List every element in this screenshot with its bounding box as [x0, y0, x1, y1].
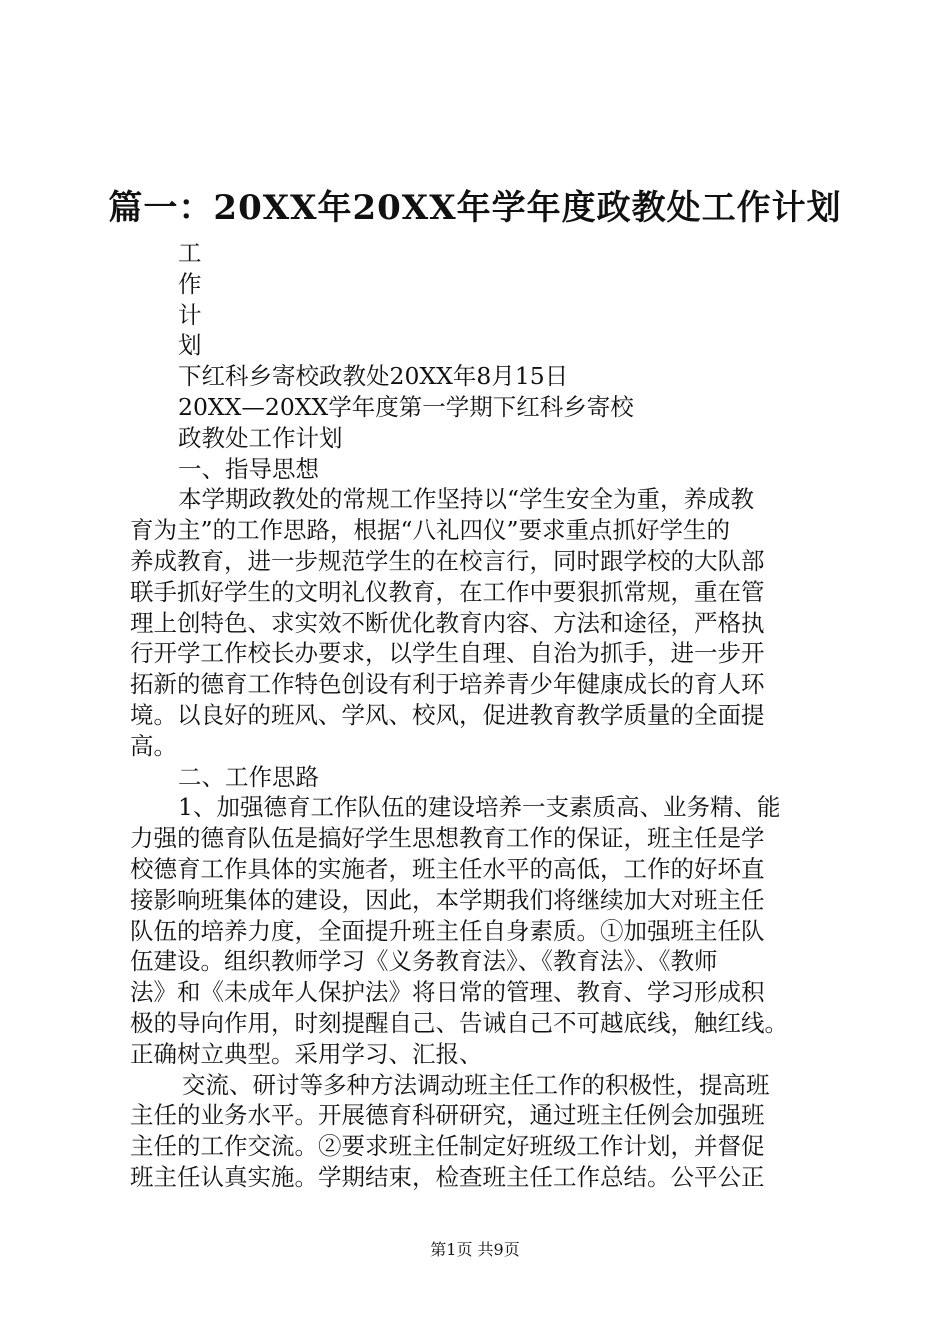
section-heading: 二、工作思路	[178, 762, 319, 791]
paragraph-line: 高。	[130, 731, 177, 760]
paragraph-line: 力强的德育队伍是搞好学生思想教育工作的保证，班主任是学	[130, 824, 765, 853]
paragraph-line: 队伍的培养力度，全面提升班主任自身素质。①加强班主任队	[130, 916, 765, 945]
paragraph-line: 主任的业务水平。开展德育科研研究，通过班主任例会加强班	[130, 1101, 765, 1130]
paragraph-line: 交流、研讨等多种方法调动班主任工作的积极性，提高班	[182, 1070, 770, 1099]
vertical-char: 计	[178, 300, 202, 329]
section-heading: 一、指导思想	[178, 454, 319, 483]
paragraph-line: 联手抓好学生的文明礼仪教育，在工作中要狠抓常规，重在管	[130, 577, 765, 606]
paragraph-line: 接影响班集体的建设，因此，本学期我们将继续加大对班主任	[130, 885, 765, 914]
paragraph-line: 校德育工作具体的实施者，班主任水平的高低，工作的好坏直	[130, 854, 765, 883]
document-body	[130, 238, 840, 1193]
paragraph-line: 本学期政教处的常规工作坚持以“学生安全为重，养成教	[178, 485, 755, 514]
paragraph-line: 养成教育，进一步规范学生的在校言行，同时跟学校的大队部	[130, 546, 765, 575]
paragraph-line: 正确树立典型。采用学习、汇报、	[130, 1039, 483, 1068]
paragraph-line: 1、加强德育工作队伍的建设培养一支素质高、业务精、能	[178, 793, 781, 822]
vertical-char: 作	[178, 269, 202, 298]
page-footer: 第1页 共9页	[430, 1240, 520, 1259]
paragraph-line: 法》和《未成年人保护法》将日常的管理、教育、学习形成积	[130, 978, 765, 1007]
header-line-plan: 政教处工作计划	[178, 423, 343, 452]
paragraph-line: 理上创特色、求实效不断优化教育内容、方法和途径，严格执	[130, 608, 765, 637]
paragraph-line: 班主任认真实施。学期结束，检查班主任工作总结。公平公正	[130, 1162, 765, 1191]
vertical-char: 工	[178, 239, 202, 267]
paragraph-line: 伍建设。组织教师学习《义务教育法》、《教育法》、《教师	[130, 947, 718, 976]
paragraph-line: 极的导向作用，时刻提醒自己、告诫自己不可越底线，触红线。	[130, 1008, 788, 1037]
paragraph-line: 拓新的德育工作特色创设有利于培养青少年健康成长的育人环	[130, 670, 765, 699]
paragraph-line: 育为主”的工作思路，根据“八礼四仪”要求重点抓好学生的	[130, 516, 731, 545]
paragraph-line: 行开学工作校长办要求，以学生自理、自治为抓手，进一步开	[130, 639, 765, 668]
paragraph-line: 境。以良好的班风、学风、校风，促进教育教学质量的全面提	[130, 700, 765, 729]
paragraph-line: 主任的工作交流。②要求班主任制定好班级工作计划，并督促	[130, 1132, 765, 1161]
header-line-semester: 20XX—20XX学年度第一学期下红科乡寄校	[178, 392, 634, 421]
header-line-date: 下红科乡寄校政教处20XX年8月15日	[178, 362, 569, 391]
vertical-char: 划	[178, 331, 202, 360]
document-title: 篇一：20XX年20XX年学年度政教处工作计划	[108, 188, 842, 228]
